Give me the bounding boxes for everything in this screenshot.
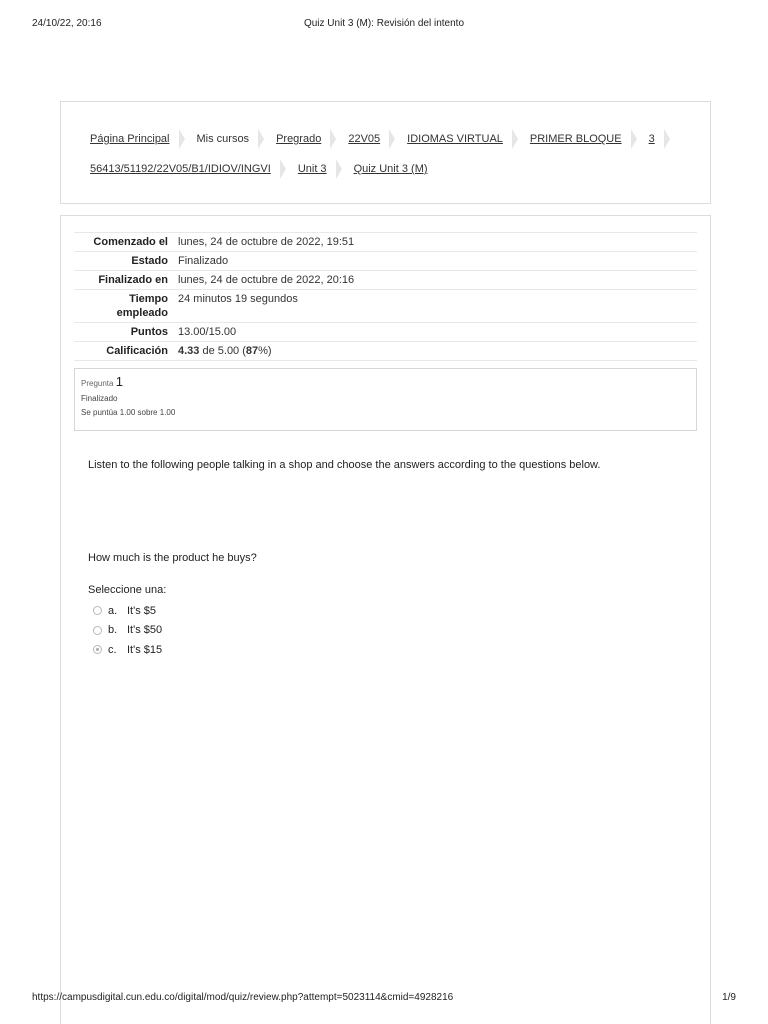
- chevron-right-icon: [280, 159, 286, 179]
- summary-label-line: empleado: [116, 307, 168, 319]
- breadcrumb-link[interactable]: PRIMER BLOQUE: [529, 133, 622, 145]
- breadcrumb-item-quiz[interactable]: [354, 163, 428, 175]
- breadcrumb-row-2: [90, 159, 428, 179]
- breadcrumb-link[interactable]: Pregrado: [276, 133, 322, 145]
- question-number: [81, 374, 690, 389]
- question-info-box: [74, 368, 697, 431]
- summary-label: [74, 290, 174, 323]
- summary-row-points: [74, 323, 697, 342]
- select-one-label: Seleccione una:: [88, 584, 167, 596]
- summary-row-finished: [74, 271, 697, 290]
- answer-text: It's $15: [127, 643, 163, 656]
- breadcrumb-link[interactable]: Quiz Unit 3 (M): [353, 163, 428, 175]
- grade-score: 4.33: [178, 345, 200, 357]
- summary-label: Puntos: [130, 326, 168, 338]
- breadcrumb: [60, 101, 711, 204]
- print-datetime: 24/10/22, 20:16: [32, 18, 102, 29]
- summary-label-line: Tiempo: [129, 293, 168, 305]
- breadcrumb-item-pregrado[interactable]: [276, 133, 321, 145]
- chevron-right-icon: [336, 159, 342, 179]
- summary-label: Comenzado el: [93, 236, 168, 248]
- radio-button-checked[interactable]: [93, 645, 102, 654]
- chevron-right-icon: [258, 129, 264, 149]
- chevron-right-icon: [179, 129, 185, 149]
- question-label: Pregunta: [81, 379, 114, 388]
- summary-value: 24 minutos 19 segundos: [178, 293, 298, 305]
- summary-row-state: [74, 252, 697, 271]
- grade-percent: 87: [245, 345, 259, 357]
- answer-letter: b.: [108, 624, 118, 637]
- chevron-right-icon: [389, 129, 395, 149]
- summary-row-started: [74, 233, 697, 252]
- answer-option-c[interactable]: [93, 640, 162, 660]
- summary-label: Estado: [131, 255, 168, 267]
- summary-label: Calificación: [106, 345, 168, 357]
- breadcrumb-item-22v05[interactable]: [348, 133, 380, 145]
- answer-options: [93, 601, 162, 660]
- breadcrumb-item-idiomas-virtual[interactable]: [407, 133, 503, 145]
- breadcrumb-link[interactable]: 3: [648, 133, 655, 145]
- summary-label: Finalizado en: [98, 274, 168, 286]
- breadcrumb-item-my-courses: Mis cursos: [196, 133, 250, 145]
- breadcrumb-item-course-code[interactable]: [90, 163, 271, 175]
- answer-text: It's $50: [127, 624, 163, 637]
- question-number-value: 1: [115, 374, 123, 389]
- breadcrumb-item-unit-3[interactable]: [298, 163, 327, 175]
- breadcrumb-link[interactable]: 56413/51192/22V05/B1/IDIOV/INGVI: [90, 163, 271, 175]
- chevron-right-icon: [330, 129, 336, 149]
- summary-value: lunes, 24 de octubre de 2022, 20:16: [178, 274, 355, 286]
- radio-button[interactable]: [93, 626, 102, 635]
- print-url: https://campusdigital.cun.edu.co/digital/mod/quiz/review.php?attempt=5023114&cmid=4928216: [32, 992, 454, 1003]
- chevron-right-icon: [631, 129, 637, 149]
- print-footer: [32, 992, 736, 1006]
- question-intro-text: Listen to the following people talking in a shop and choose the answers according to the questions below.: [88, 459, 601, 471]
- breadcrumb-link[interactable]: IDIOMAS VIRTUAL: [407, 133, 503, 145]
- breadcrumb-link[interactable]: 22V05: [348, 133, 381, 145]
- summary-value: [174, 342, 697, 361]
- quiz-review-region: [60, 215, 711, 1024]
- summary-value: lunes, 24 de octubre de 2022, 19:51: [178, 236, 355, 248]
- answer-letter: c.: [108, 643, 117, 656]
- answer-option-b[interactable]: [93, 621, 162, 641]
- print-header: [32, 18, 736, 32]
- chevron-right-icon: [664, 129, 670, 149]
- answer-text: It's $5: [127, 604, 157, 617]
- print-page-number: 1/9: [722, 992, 736, 1003]
- summary-row-time: [74, 290, 697, 323]
- question-prompt: How much is the product he buys?: [88, 552, 257, 564]
- question-state: Finalizado: [81, 394, 118, 403]
- answer-letter: a.: [108, 604, 118, 617]
- grade-out-of: de 5.00 (: [199, 345, 246, 357]
- question-score: Se puntúa 1.00 sobre 1.00: [81, 408, 176, 417]
- chevron-right-icon: [512, 129, 518, 149]
- grade-percent-suffix: %): [258, 345, 272, 357]
- summary-row-grade: [74, 342, 697, 361]
- summary-value: 13.00/15.00: [178, 326, 237, 338]
- breadcrumb-link[interactable]: Página Principal: [90, 133, 170, 145]
- answer-option-a[interactable]: [93, 601, 162, 621]
- breadcrumb-row-1: [90, 129, 682, 149]
- print-title: Quiz Unit 3 (M): Revisión del intento: [303, 18, 465, 29]
- breadcrumb-item-primer-bloque[interactable]: [530, 133, 622, 145]
- breadcrumb-link[interactable]: Unit 3: [297, 163, 327, 175]
- summary-value: Finalizado: [178, 255, 229, 267]
- radio-button[interactable]: [93, 606, 102, 615]
- breadcrumb-item-home[interactable]: [90, 133, 170, 145]
- attempt-summary-table: [74, 232, 697, 361]
- breadcrumb-item-3[interactable]: [649, 133, 655, 145]
